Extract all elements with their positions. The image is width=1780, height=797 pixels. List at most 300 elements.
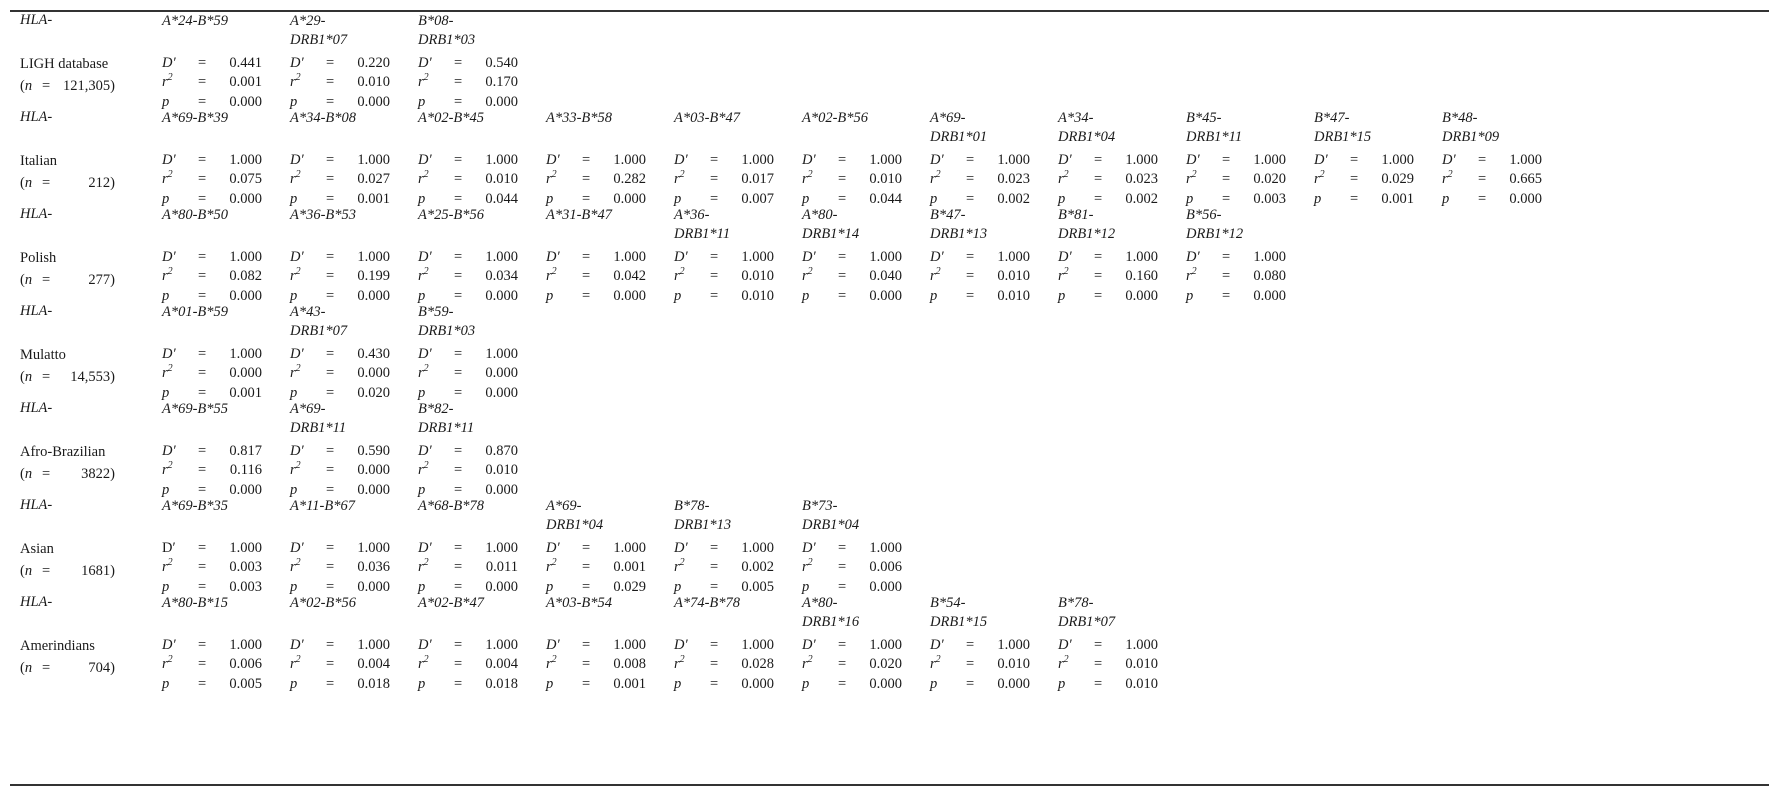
- statistic-symbol: D′: [546, 637, 560, 653]
- equals-sign: =: [326, 346, 335, 362]
- statistic-symbol: D′: [418, 540, 432, 556]
- p-value: 0.000: [485, 482, 518, 498]
- n-symbol: n: [24, 78, 33, 94]
- p-value: 0.010: [741, 288, 774, 304]
- hla-prefix-label: HLA-: [20, 206, 53, 222]
- haplotype-label: A*25-B*56: [418, 207, 485, 223]
- r-squared-value: 0.023: [1125, 171, 1158, 187]
- equals-sign: =: [710, 656, 719, 672]
- n-value: 1681: [81, 563, 111, 579]
- population-block: [10, 109, 1769, 206]
- statistic-symbol: $r^2$: [546, 266, 557, 284]
- equals-sign: =: [582, 288, 591, 304]
- d-prime-value: 1.000: [229, 637, 262, 653]
- ld-table: [10, 10, 1769, 785]
- statistic-symbol: $r^2$: [418, 169, 429, 187]
- equals-sign: =: [42, 563, 51, 579]
- statistic-symbol: D′: [418, 443, 432, 459]
- equals-sign: =: [1094, 152, 1103, 168]
- p-value: 0.000: [229, 191, 262, 207]
- statistic-symbol: p: [418, 288, 426, 304]
- equals-sign: =: [198, 74, 207, 90]
- equals-sign: =: [1094, 676, 1103, 692]
- equals-sign: =: [454, 55, 463, 71]
- equals-sign: =: [966, 288, 975, 304]
- statistic-symbol: p: [418, 94, 426, 110]
- statistic-symbol: D′: [1058, 152, 1072, 168]
- equals-sign: =: [454, 74, 463, 90]
- haplotype-label: A*69- DRB1*11: [290, 401, 347, 436]
- r-squared-value: 0.082: [229, 268, 262, 284]
- statistic-symbol: p: [1442, 191, 1450, 207]
- r-squared-value: 0.020: [869, 656, 902, 672]
- p-value: 0.000: [485, 385, 518, 401]
- equals-sign: =: [454, 579, 463, 595]
- statistic-symbol: $r^2$: [418, 266, 429, 284]
- equals-sign: =: [838, 579, 847, 595]
- equals-sign: =: [582, 249, 591, 265]
- d-prime-value: 1.000: [1125, 152, 1158, 168]
- statistic-symbol: p: [290, 191, 298, 207]
- statistic-symbol: p: [930, 288, 938, 304]
- hla-prefix-label: HLA-: [20, 303, 53, 319]
- haplotype-label: A*43- DRB1*07: [290, 304, 348, 339]
- statistic-symbol: $r^2$: [1186, 169, 1197, 187]
- statistic-symbol: p: [418, 482, 426, 498]
- equals-sign: =: [1222, 152, 1231, 168]
- equals-sign: =: [454, 288, 463, 304]
- statistic-symbol: D′: [546, 540, 560, 556]
- statistic-symbol: p: [546, 288, 554, 304]
- p-value: 0.000: [997, 676, 1030, 692]
- paren: (: [20, 272, 25, 288]
- statistic-symbol: p: [290, 94, 298, 110]
- r-squared-value: 0.006: [229, 656, 262, 672]
- statistic-symbol: $r^2$: [418, 654, 429, 672]
- statistic-symbol: D′: [290, 540, 304, 556]
- n-symbol: n: [24, 563, 33, 579]
- haplotype-label: A*02-B*47: [418, 595, 485, 611]
- statistic-symbol: $r^2$: [802, 266, 813, 284]
- equals-sign: =: [1222, 288, 1231, 304]
- statistic-symbol: $r^2$: [290, 266, 301, 284]
- p-value: 0.000: [1509, 191, 1542, 207]
- equals-sign: =: [710, 579, 719, 595]
- haplotype-label: B*59- DRB1*03: [418, 304, 476, 339]
- statistic-symbol: $r^2$: [802, 654, 813, 672]
- equals-sign: =: [454, 540, 463, 556]
- equals-sign: =: [454, 94, 463, 110]
- statistic-symbol: $r^2$: [290, 460, 301, 478]
- equals-sign: =: [326, 637, 335, 653]
- population-block: [10, 497, 1769, 594]
- haplotype-label: A*80-B*50: [162, 207, 229, 223]
- statistic-symbol: p: [290, 482, 298, 498]
- statistic-symbol: p: [674, 191, 682, 207]
- equals-sign: =: [454, 268, 463, 284]
- d-prime-value: 1.000: [357, 540, 390, 556]
- equals-sign: =: [198, 365, 207, 381]
- d-prime-value: 1.000: [741, 637, 774, 653]
- equals-sign: =: [198, 152, 207, 168]
- equals-sign: =: [1222, 171, 1231, 187]
- statistic-symbol: $r^2$: [930, 654, 941, 672]
- statistic-symbol: D′: [802, 540, 816, 556]
- d-prime-value: 1.000: [869, 540, 902, 556]
- statistic-symbol: p: [290, 579, 298, 595]
- equals-sign: =: [1094, 171, 1103, 187]
- n-value: 3822: [81, 466, 111, 482]
- statistic-symbol: $r^2$: [674, 654, 685, 672]
- haplotype-label: A*02-B*56: [290, 595, 357, 611]
- statistic-symbol: D′: [674, 637, 688, 653]
- statistic-symbol: D′: [162, 637, 176, 653]
- n-value: 121,305: [62, 78, 111, 94]
- statistic-symbol: p: [930, 676, 938, 692]
- equals-sign: =: [198, 559, 207, 575]
- equals-sign: =: [454, 443, 463, 459]
- statistic-symbol: D′: [162, 55, 176, 71]
- equals-sign: =: [582, 559, 591, 575]
- haplotype-label: A*02-B*56: [802, 110, 869, 126]
- equals-sign: =: [198, 346, 207, 362]
- r-squared-value: 0.002: [741, 559, 774, 575]
- equals-sign: =: [454, 191, 463, 207]
- equals-sign: =: [198, 385, 207, 401]
- paren: (: [20, 369, 25, 385]
- hla-prefix-label: HLA-: [20, 109, 53, 125]
- statistic-symbol: $r^2$: [290, 557, 301, 575]
- statistic-symbol: D′: [674, 152, 688, 168]
- d-prime-value: 1.000: [485, 152, 518, 168]
- haplotype-label: A*69- DRB1*01: [930, 110, 988, 145]
- equals-sign: =: [582, 656, 591, 672]
- statistic-symbol: $r^2$: [290, 169, 301, 187]
- r-squared-value: 0.003: [229, 559, 262, 575]
- statistic-symbol: p: [802, 579, 810, 595]
- haplotype-label: A*34- DRB1*04: [1058, 110, 1116, 145]
- population-name: Mulatto: [20, 347, 66, 363]
- population-name: Amerindians: [20, 638, 95, 654]
- r-squared-value: 0.665: [1509, 171, 1542, 187]
- equals-sign: =: [710, 152, 719, 168]
- statistic-symbol: p: [418, 676, 426, 692]
- equals-sign: =: [198, 249, 207, 265]
- p-value: 0.002: [1125, 191, 1158, 207]
- haplotype-label: A*31-B*47: [546, 207, 613, 223]
- population-block: [10, 594, 1769, 691]
- d-prime-value: 1.000: [229, 152, 262, 168]
- p-value: 0.000: [357, 579, 390, 595]
- equals-sign: =: [454, 656, 463, 672]
- d-prime-value: 1.000: [357, 152, 390, 168]
- d-prime-value: 1.000: [741, 249, 774, 265]
- d-prime-value: 0.430: [357, 346, 390, 362]
- statistic-symbol: p: [546, 579, 554, 595]
- equals-sign: =: [582, 579, 591, 595]
- statistic-symbol: $r^2$: [674, 169, 685, 187]
- r-squared-value: 0.004: [357, 656, 390, 672]
- n-value: 277: [88, 272, 111, 288]
- statistic-symbol: p: [418, 579, 426, 595]
- p-value: 0.003: [1253, 191, 1286, 207]
- haplotype-label: A*69-B*39: [162, 110, 229, 126]
- r-squared-value: 0.006: [869, 559, 902, 575]
- equals-sign: =: [326, 482, 335, 498]
- equals-sign: =: [966, 191, 975, 207]
- haplotype-label: A*69-B*55: [162, 401, 229, 417]
- statistic-symbol: p: [290, 676, 298, 692]
- paren: (: [20, 563, 25, 579]
- r-squared-value: 0.010: [741, 268, 774, 284]
- statistic-symbol: $r^2$: [802, 557, 813, 575]
- equals-sign: =: [838, 637, 847, 653]
- equals-sign: =: [1222, 268, 1231, 284]
- equals-sign: =: [838, 656, 847, 672]
- statistic-symbol: p: [546, 191, 554, 207]
- r-squared-value: 0.170: [485, 74, 518, 90]
- haplotype-label: B*82- DRB1*11: [418, 401, 475, 436]
- haplotype-label: B*78- DRB1*13: [674, 498, 732, 533]
- r-squared-value: 0.027: [357, 171, 390, 187]
- n-symbol: n: [24, 272, 33, 288]
- statistic-symbol: p: [674, 579, 682, 595]
- statistic-symbol: D′: [418, 152, 432, 168]
- p-value: 0.044: [869, 191, 902, 207]
- statistic-symbol: p: [1186, 288, 1194, 304]
- statistic-symbol: p: [162, 482, 170, 498]
- statistic-symbol: D′: [290, 152, 304, 168]
- d-prime-value: 1.000: [1125, 249, 1158, 265]
- p-value: 0.001: [613, 676, 646, 692]
- d-prime-value: 1.000: [485, 540, 518, 556]
- r-squared-value: 0.011: [485, 559, 518, 575]
- statistic-symbol: p: [162, 385, 170, 401]
- r-squared-value: 0.010: [997, 656, 1030, 672]
- statistic-symbol: p: [930, 191, 938, 207]
- d-prime-value: 1.000: [869, 249, 902, 265]
- hla-prefix-label: HLA-: [20, 12, 53, 28]
- population-name: Italian: [20, 153, 58, 169]
- statistic-symbol: D′: [930, 637, 944, 653]
- equals-sign: =: [454, 365, 463, 381]
- statistic-symbol: $r^2$: [162, 72, 173, 90]
- equals-sign: =: [582, 540, 591, 556]
- population-name: Polish: [20, 250, 57, 266]
- statistic-symbol: D′: [290, 443, 304, 459]
- equals-sign: =: [198, 55, 207, 71]
- population-n: [20, 369, 115, 386]
- equals-sign: =: [326, 559, 335, 575]
- equals-sign: =: [326, 55, 335, 71]
- d-prime-value: 1.000: [741, 152, 774, 168]
- statistic-symbol: D′: [1442, 152, 1456, 168]
- r-squared-value: 0.008: [613, 656, 646, 672]
- equals-sign: =: [326, 191, 335, 207]
- statistic-symbol: p: [1058, 676, 1066, 692]
- statistic-symbol: p: [1058, 288, 1066, 304]
- population-block: [10, 400, 1769, 497]
- statistic-symbol: D′: [290, 637, 304, 653]
- d-prime-value: 1.000: [997, 152, 1030, 168]
- d-prime-value: 0.870: [485, 443, 518, 459]
- equals-sign: =: [454, 637, 463, 653]
- r-squared-value: 0.000: [357, 365, 390, 381]
- r-squared-value: 0.017: [741, 171, 774, 187]
- equals-sign: =: [1094, 288, 1103, 304]
- equals-sign: =: [198, 540, 207, 556]
- n-symbol: n: [24, 369, 33, 385]
- equals-sign: =: [454, 249, 463, 265]
- paren: (: [20, 175, 25, 191]
- p-value: 0.000: [357, 482, 390, 498]
- statistic-symbol: p: [1058, 191, 1066, 207]
- statistic-symbol: p: [674, 676, 682, 692]
- equals-sign: =: [710, 559, 719, 575]
- p-value: 0.000: [1253, 288, 1286, 304]
- p-value: 0.005: [229, 676, 262, 692]
- equals-sign: =: [710, 249, 719, 265]
- equals-sign: =: [1094, 191, 1103, 207]
- r-squared-value: 0.023: [997, 171, 1030, 187]
- equals-sign: =: [42, 369, 51, 385]
- haplotype-label: B*48- DRB1*09: [1442, 110, 1500, 145]
- statistic-symbol: p: [674, 288, 682, 304]
- r-squared-value: 0.001: [229, 74, 262, 90]
- equals-sign: =: [198, 462, 207, 478]
- d-prime-value: 1.000: [1253, 249, 1286, 265]
- p-value: 0.001: [229, 385, 262, 401]
- statistic-symbol: D′: [162, 249, 176, 265]
- paren: ): [110, 175, 115, 191]
- statistic-symbol: p: [802, 288, 810, 304]
- haplotype-label: B*78- DRB1*07: [1058, 595, 1116, 630]
- statistic-symbol: $r^2$: [674, 266, 685, 284]
- r-squared-value: 0.042: [613, 268, 646, 284]
- p-value: 0.000: [869, 676, 902, 692]
- equals-sign: =: [582, 268, 591, 284]
- equals-sign: =: [1350, 171, 1359, 187]
- statistic-symbol: $r^2$: [930, 169, 941, 187]
- equals-sign: =: [710, 171, 719, 187]
- population-n: [20, 466, 115, 483]
- equals-sign: =: [966, 676, 975, 692]
- equals-sign: =: [838, 152, 847, 168]
- equals-sign: =: [966, 268, 975, 284]
- p-value: 0.000: [741, 676, 774, 692]
- statistic-symbol: D′: [162, 540, 176, 556]
- equals-sign: =: [1350, 152, 1359, 168]
- equals-sign: =: [710, 288, 719, 304]
- paren: ): [110, 369, 115, 385]
- equals-sign: =: [838, 268, 847, 284]
- statistic-symbol: D′: [162, 346, 176, 362]
- haplotype-label: A*33-B*58: [546, 110, 613, 126]
- population-n: [20, 563, 115, 580]
- hla-prefix-label: HLA-: [20, 400, 53, 416]
- p-value: 0.001: [357, 191, 390, 207]
- statistic-symbol: p: [162, 288, 170, 304]
- equals-sign: =: [326, 288, 335, 304]
- statistic-symbol: D′: [1058, 637, 1072, 653]
- statistic-symbol: $r^2$: [162, 169, 173, 187]
- statistic-symbol: D′: [546, 249, 560, 265]
- d-prime-value: 1.000: [869, 637, 902, 653]
- equals-sign: =: [838, 171, 847, 187]
- n-symbol: n: [24, 660, 33, 676]
- d-prime-value: 1.000: [1509, 152, 1542, 168]
- p-value: 0.003: [229, 579, 262, 595]
- population-block: [10, 12, 1769, 109]
- haplotype-label: A*34-B*08: [290, 110, 357, 126]
- equals-sign: =: [42, 175, 51, 191]
- p-value: 0.002: [997, 191, 1030, 207]
- p-value: 0.020: [357, 385, 390, 401]
- haplotype-label: B*54- DRB1*15: [930, 595, 988, 630]
- haplotype-label: B*08- DRB1*03: [418, 13, 476, 48]
- population-n: [20, 175, 115, 192]
- statistic-symbol: D′: [418, 346, 432, 362]
- d-prime-value: 1.000: [485, 346, 518, 362]
- equals-sign: =: [326, 385, 335, 401]
- haplotype-label: A*69- DRB1*04: [546, 498, 604, 533]
- statistic-symbol: $r^2$: [546, 557, 557, 575]
- d-prime-value: 1.000: [1253, 152, 1286, 168]
- haplotype-label: B*81- DRB1*12: [1058, 207, 1116, 242]
- population-n: [20, 660, 115, 677]
- r-squared-value: 0.199: [357, 268, 390, 284]
- equals-sign: =: [198, 637, 207, 653]
- equals-sign: =: [326, 462, 335, 478]
- p-value: 0.018: [357, 676, 390, 692]
- haplotype-label: A*69-B*35: [162, 498, 229, 514]
- equals-sign: =: [966, 249, 975, 265]
- statistic-symbol: $r^2$: [290, 72, 301, 90]
- statistic-symbol: D′: [162, 152, 176, 168]
- statistic-symbol: $r^2$: [162, 460, 173, 478]
- statistic-symbol: D′: [290, 249, 304, 265]
- equals-sign: =: [710, 191, 719, 207]
- equals-sign: =: [454, 346, 463, 362]
- r-squared-value: 0.040: [869, 268, 902, 284]
- haplotype-label: B*47- DRB1*15: [1314, 110, 1372, 145]
- statistic-symbol: $r^2$: [674, 557, 685, 575]
- d-prime-value: 1.000: [613, 152, 646, 168]
- d-prime-value: 1.000: [613, 249, 646, 265]
- statistic-symbol: $r^2$: [162, 557, 173, 575]
- d-prime-value: 1.000: [997, 249, 1030, 265]
- population-block: [10, 303, 1769, 400]
- d-prime-value: 1.000: [613, 540, 646, 556]
- equals-sign: =: [838, 540, 847, 556]
- statistic-symbol: p: [162, 579, 170, 595]
- n-value: 14,553: [70, 369, 111, 385]
- p-value: 0.000: [229, 94, 262, 110]
- statistic-symbol: p: [418, 191, 426, 207]
- p-value: 0.000: [869, 288, 902, 304]
- n-value: 704: [88, 660, 111, 676]
- p-value: 0.000: [1125, 288, 1158, 304]
- equals-sign: =: [42, 272, 51, 288]
- statistic-symbol: $r^2$: [290, 654, 301, 672]
- r-squared-value: 0.020: [1253, 171, 1286, 187]
- p-value: 0.000: [869, 579, 902, 595]
- statistic-symbol: $r^2$: [162, 266, 173, 284]
- equals-sign: =: [1094, 656, 1103, 672]
- statistic-symbol: $r^2$: [1314, 169, 1325, 187]
- equals-sign: =: [838, 249, 847, 265]
- d-prime-value: 1.000: [613, 637, 646, 653]
